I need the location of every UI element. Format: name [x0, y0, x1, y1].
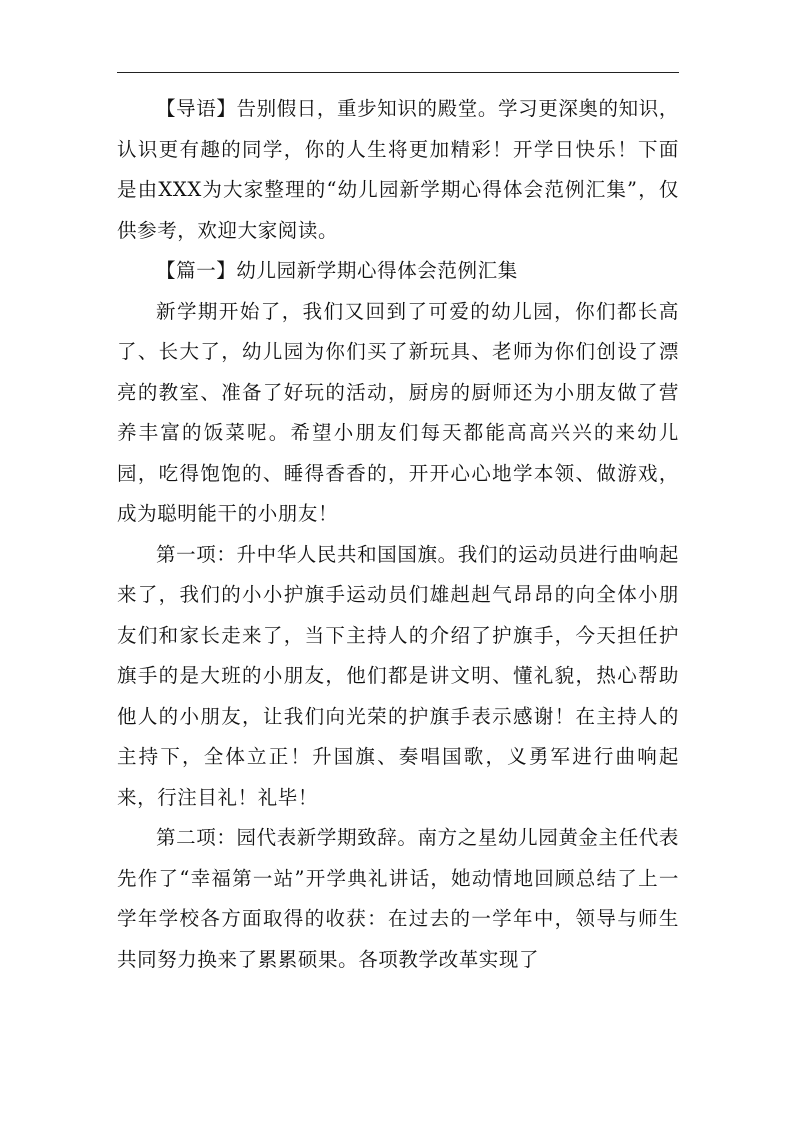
document-body	[117, 89, 679, 980]
body-paragraph: 新学期开始了，我们又回到了可爱的幼儿园，你们都长高了、长大了，幼儿园为你们买了新玩具、老师为你们创设了漂亮的教室、准备了好玩的活动，厨房的厨师还为小朋友做了营养丰富的饭菜呢。希望小朋友们每天都能高高兴兴的来幼儿园，吃得饱饱的、睡得香香的，开开心心地学本领、做游戏，成为聪明能干的小朋友！	[117, 299, 679, 525]
header-rule	[117, 72, 679, 73]
body-paragraph: 第二项：园代表新学期致辞。南方之星幼儿园黄金主任代表先作了“幸福第一站”开学典礼讲话，她动情地回顾总结了上一学年学校各方面取得的收获：在过去的一学年中，领导与师生共同努力换来了累累硕果。各项教学改革实现了	[117, 826, 679, 971]
intro-paragraph: 【导语】告别假日，重步知识的殿堂。学习更深奥的知识，认识更有趣的同学，你的人生将更加精彩！开学日快乐！下面是由XXX为大家整理的“幼儿园新学期心得体会范例汇集”，仅供参考，欢迎大家阅读。	[117, 97, 679, 242]
section-heading: 【篇一】幼儿园新学期心得体会范例汇集	[156, 259, 518, 282]
body-paragraph: 第一项：升中华人民共和国国旗。我们的运动员进行曲响起来了，我们的小小护旗手运动员们雄赳赳气昂昂的向全体小朋友们和家长走来了，当下主持人的介绍了护旗手，今天担任护旗手的是大班的小朋友，他们都是讲文明、懂礼貌，热心帮助他人的小朋友，让我们向光荣的护旗手表示感谢！在主持人的主持下，全体立正！升国旗、奏唱国歌，义勇军进行曲响起来，行注目礼！礼毕！	[117, 542, 679, 809]
